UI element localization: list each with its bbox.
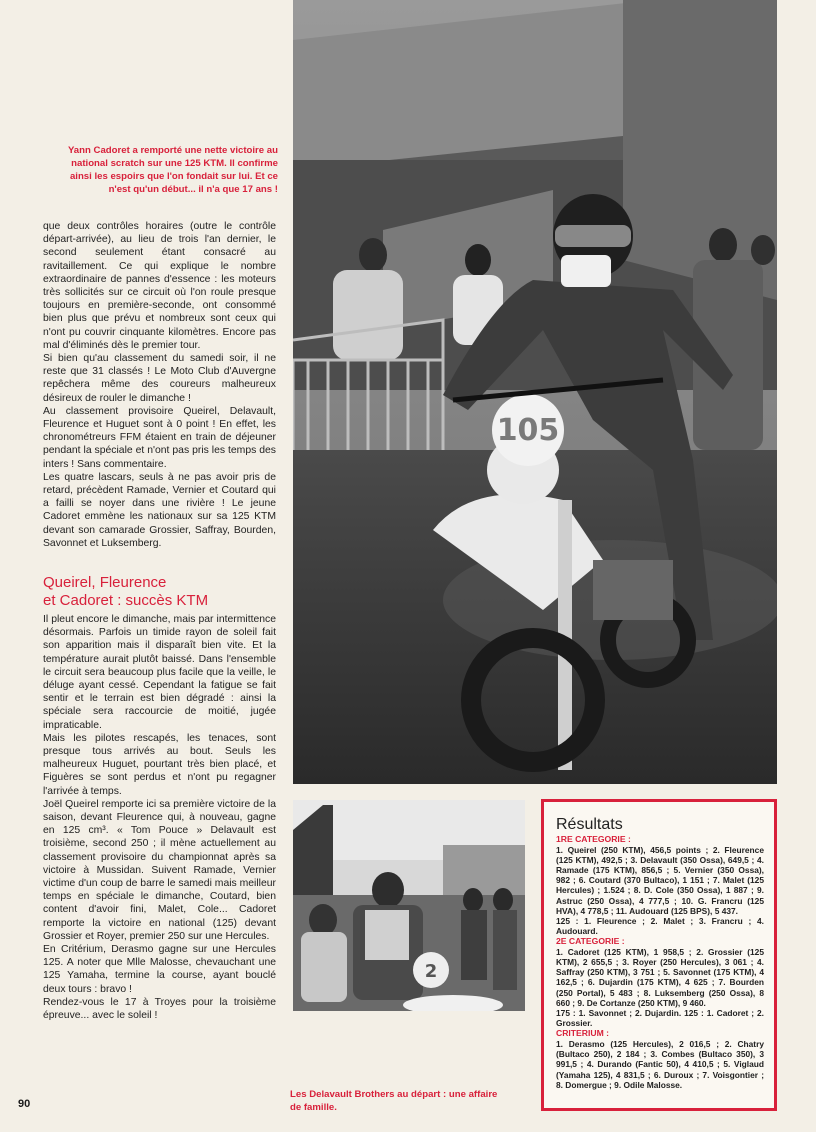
results-category-text: 1. Queirel (250 KTM), 456,5 points ; 2. Fleurence (125 KTM), 492,5 ; 3. Delavault (350 Ossa), 649,5 ; 4. Ramade (175 KTM), 856,5 ; 5. Vernier (350 Ossa), 982 ; 6. Coutard (370 Bultaco), 1 151 ; 7. Malet (125 Hercules) ; 1.524 ; 8. D. Cole (350 Ossa), 1 887 ; 9. Astruc (250 Ossa), 4 777,5 ; 10. G. Francru (125 HVA), 4 778,5 ; 11. Audouard (125 BPS), 5 437. [556, 844, 764, 916]
article-paragraph: Il pleut encore le dimanche, mais par intermittence désormais. Parfois un timide rayon de soleil fait son apparition mais il disparaît bien vite. Et la température aurait plutôt baissé. Dans l'ensemble le circuit sera beaucoup plus facile que la veille, le déluge ayant cessé. Cependant la fatigue se fait sentir et le terrain est bien dégradé : ainsi la spéciale sera raccourcie de moitié, jugée impraticable. [43, 614, 276, 731]
article-paragraph: que deux contrôles horaires (outre le contrôle départ-arrivée), au lieu de trois l'an dernier, le second seulement étant consacré au ravitaillement. Ce qui explique le nombre extraordinaire de pannes d'essence : les moteurs très sollicités sur ce circuit où l'on roule presque toujours en première-seconde, ont consommé bien plus que prévu et nombreux sont ceux qui n'ont pu couvrir cinquante kilomètres. Encore pas mal d'éliminés dès le premier tour. [43, 221, 276, 351]
small-photo-plate: 2 [424, 961, 438, 982]
page-number: 90 [18, 1098, 31, 1110]
article-paragraph: Les quatre lascars, seuls à ne pas avoir pris de retard, précèdent Ramade, Vernier et Coutard qui a failli se noyer dans une rivière ! Le jeune Cadoret emmène les nationaux sur sa 125 KTM devant son camarade Grossier, Saffray, Bourden, Savonnet et Luksemberg. [43, 471, 276, 549]
subheading-line-1: Queirel, Fleurence [43, 574, 167, 591]
results-list [556, 834, 764, 1090]
article-section-1 [43, 220, 276, 550]
small-photo-illustration [293, 800, 525, 1011]
article-paragraph: En Critérium, Derasmo gagne sur une Hercules 125. A noter que Mlle Malosse, chevauchant une 125 Yamaha, termine la course, ayant bouclé deux tours : bravo ! [43, 944, 276, 995]
results-category-extra: 125 : 1. Fleurence ; 2. Malet ; 3. Francru ; 4. Audouard. [556, 915, 764, 937]
bottom-photo-caption: Les Delavault Brothers au départ : une affaire de famille. [290, 1089, 498, 1113]
article-paragraph: Au classement provisoire Queirel, Delavault, Fleurence et Huguet sont à 0 point ! En effet, les chronométreurs FFM étaient en train de déjeuner pendant la spéciale et n'ont pas pris les temps des inters ! Sans commentaire. [43, 405, 276, 470]
race-number-plate: 105 [496, 413, 560, 448]
results-category-heading: CRITERIUM : [556, 1028, 609, 1039]
subheading-line-2: et Cadoret : succès KTM [43, 592, 209, 609]
results-category-text: 1. Derasmo (125 Hercules), 2 016,5 ; 2. Chatry (Bultaco 250), 2 184 ; 3. Combes (Bultaco 350), 3 991,5 ; 4. Durando (Fantic 50), 4 410,5 ; 5. Viglaud (Yamaha 125), 4 831,5 ; 6. Duroux ; 7. Voisgontier ; 8. Domergue ; 9. Odile Malosse. [556, 1038, 764, 1090]
results-category-heading: 2E CATEGORIE : [556, 936, 625, 947]
main-photo-illustration [293, 0, 777, 784]
small-photo-delavault-brothers [293, 800, 525, 1011]
article-section-2 [43, 613, 276, 1022]
article-paragraph: Joël Queirel remporte ici sa première victoire de la saison, devant Fleurence qui, à nouveau, gagne en 125 cm³. « Tom Pouce » Delavault est troisième, second 250 ; il mène actuellement au classement provisoire du championnat après sa victoire à Mussidan. Suivent Ramade, Vernier victime d'un coup de barre le samedi mais meilleur temps en spéciale le dimanche, Coutard, bien content d'avoir fini, Malet, Cole... Cadoret remporte la victoire en national (125) devant Grossier et Royer, premier 250 sur une Hercules. [43, 798, 276, 942]
results-category-extra: 175 : 1. Savonnet ; 2. Dujardin. 125 : 1. Cadoret ; 2. Grossier. [556, 1008, 764, 1029]
article-column-2 [43, 613, 276, 1022]
article-paragraph: Si bien qu'au classement du samedi soir, il ne reste que 31 classés ! Le Moto Club d'Auvergne repêchera même des coureurs malheureux désireux de rouler le dimanche ! [43, 353, 276, 404]
results-category-heading: 1RE CATEGORIE : [556, 834, 631, 844]
article-paragraph: Mais les pilotes rescapés, les tenaces, sont presque tous arrivés au bout. Seuls les malheureux Huguet, pourtant très bien placé, et Figuères se sont perdus et n'ont pu regagner l'arrivée à temps. [43, 732, 276, 797]
top-photo-caption: Yann Cadoret a remporté une nette victoire au national scratch sur une 125 KTM. Il confirme ainsi les espoirs que l'on fondait sur lui. Et ce n'est qu'un début... il n'a que 17 ans ! [67, 145, 278, 195]
results-title: Résultats [556, 816, 623, 833]
article-paragraph: Rendez-vous le 17 à Troyes pour la troisième épreuve... avec le soleil ! [43, 996, 276, 1022]
article-subheading [43, 574, 283, 610]
results-category-text: 1. Cadoret (125 KTM), 1 958,5 ; 2. Grossier (125 KTM), 2 655,5 ; 3. Royer (250 Hercules), 3 061 ; 4. Saffray (250 KTM), 3 751 ; 5. Savonnet (175 KTM), 4 162,5 ; 6. Dujardin (175 KTM), 4 625 ; 7. Bourden (250 Portal), 5 483 ; 8. Luksemberg (250 Ossa), 8 660 ; 9. De Cortanze (250 KTM), 9 460. [556, 946, 764, 1008]
results-box [541, 799, 777, 1111]
article-column [43, 220, 276, 550]
main-photo-motocross-rider [293, 0, 777, 784]
